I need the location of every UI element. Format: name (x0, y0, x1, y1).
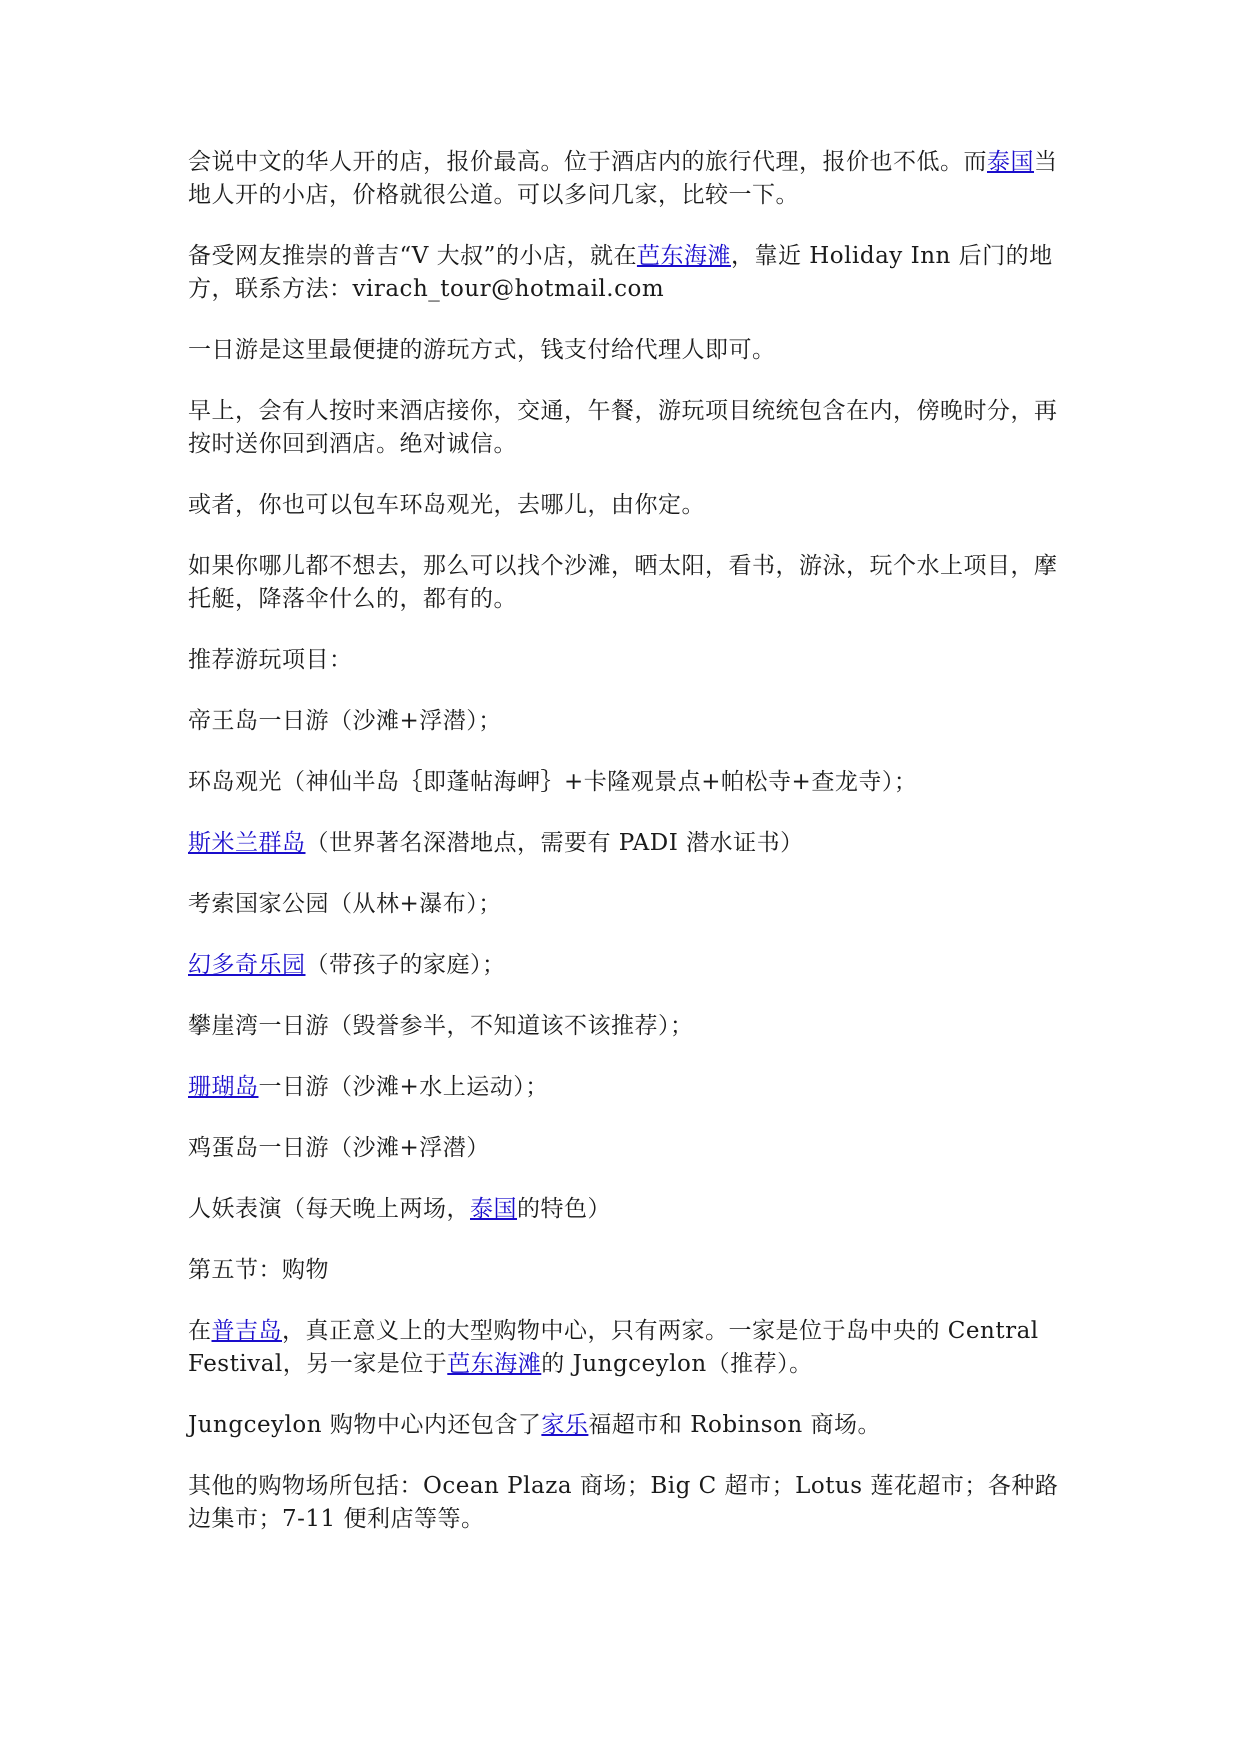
link-similan-islands[interactable]: 斯米兰群岛 (188, 830, 306, 856)
text-segment: 备受网友推崇的普吉“V 大叔”的小店，就在 (188, 243, 637, 269)
link-phuket-island[interactable]: 普吉岛 (211, 1318, 282, 1344)
paragraph (188, 146, 1068, 212)
text-segment: 的特色） (517, 1196, 611, 1222)
paragraph (188, 705, 1068, 738)
paragraph (188, 1409, 1068, 1442)
paragraph (188, 949, 1068, 982)
text-segment: Jungceylon 购物中心内还包含了 (188, 1412, 542, 1438)
text-segment: 当地人开的小店，价格就很公道。可以多问几家，比较一下。 (188, 149, 1058, 208)
text-segment: 鸡蛋岛一日游（沙滩+浮潜） (188, 1135, 490, 1161)
paragraph (188, 888, 1068, 921)
document-page (188, 146, 1068, 1564)
text-segment: ，真正意义上的大型购物中心，只有两家。一家是位于岛中央的 Central Festival，另一家是位于 (188, 1318, 1039, 1377)
paragraph (188, 395, 1068, 461)
paragraph (188, 1470, 1068, 1536)
link-patong-beach[interactable]: 芭东海滩 (636, 243, 731, 269)
text-segment: 环岛观光（神仙半岛｛即蓬帖海岬｝+卡隆观景点+帕松寺+查龙寺）； (188, 769, 918, 795)
paragraph (188, 827, 1068, 860)
paragraph (188, 1254, 1068, 1287)
text-segment: ，靠近 Holiday Inn 后门的地方，联系方法：virach_tour@hotmail.com (188, 243, 1053, 302)
text-segment: 早上，会有人按时来酒店接你，交通，午餐，游玩项目统统包含在内，傍晚时分，再按时送你回到酒店。绝对诚信。 (188, 398, 1058, 457)
text-segment: 人妖表演（每天晚上两场， (188, 1196, 470, 1222)
text-segment: 其他的购物场所包括：Ocean Plaza 商场；Big C 超市；Lotus 莲花超市；各种路边集市；7-11 便利店等等。 (188, 1473, 1059, 1532)
link-coral-island[interactable]: 珊瑚岛 (188, 1074, 259, 1100)
paragraph (188, 550, 1068, 616)
text-segment: 一日游是这里最便捷的游玩方式，钱支付给代理人即可。 (188, 337, 776, 363)
link-carrefour[interactable]: 家乐 (541, 1412, 589, 1438)
text-segment: 攀崖湾一日游（毁誉参半，不知道该不该推荐）； (188, 1013, 694, 1039)
text-segment: 会说中文的华人开的店，报价最高。位于酒店内的旅行代理，报价也不低。而 (188, 149, 987, 175)
text-segment: 帝王岛一日游（沙滩+浮潜）； (188, 708, 502, 734)
text-segment: 的 Jungceylon（推荐）。 (541, 1351, 813, 1377)
text-segment: 考索国家公园（从林+瀑布）； (188, 891, 502, 917)
link-patong-beach[interactable]: 芭东海滩 (447, 1351, 542, 1377)
text-segment: 第五节：购物 (188, 1257, 329, 1283)
link-phuket-fantasea[interactable]: 幻多奇乐园 (188, 952, 306, 978)
text-segment: 在 (188, 1318, 212, 1344)
paragraph (188, 766, 1068, 799)
paragraph (188, 1010, 1068, 1043)
paragraph (188, 1132, 1068, 1165)
paragraph (188, 240, 1068, 306)
paragraph (188, 1071, 1068, 1104)
text-segment: 或者，你也可以包车环岛观光，去哪儿，由你定。 (188, 492, 705, 518)
paragraph (188, 1193, 1068, 1226)
text-segment: 一日游（沙滩+水上运动）； (258, 1074, 549, 1100)
paragraph (188, 1315, 1068, 1381)
text-segment: （带孩子的家庭）； (305, 952, 506, 978)
text-segment: 如果你哪儿都不想去，那么可以找个沙滩，晒太阳，看书，游泳，玩个水上项目，摩托艇，降落伞什么的，都有的。 (188, 553, 1058, 612)
paragraph (188, 489, 1068, 522)
link-thailand[interactable]: 泰国 (470, 1196, 517, 1222)
text-segment: （世界著名深潜地点，需要有 PADI 潜水证书） (305, 830, 804, 856)
paragraph (188, 644, 1068, 677)
text-segment: 福超市和 Robinson 商场。 (588, 1412, 882, 1438)
text-segment: 推荐游玩项目： (188, 647, 353, 673)
paragraph (188, 334, 1068, 367)
link-thailand[interactable]: 泰国 (987, 149, 1034, 175)
